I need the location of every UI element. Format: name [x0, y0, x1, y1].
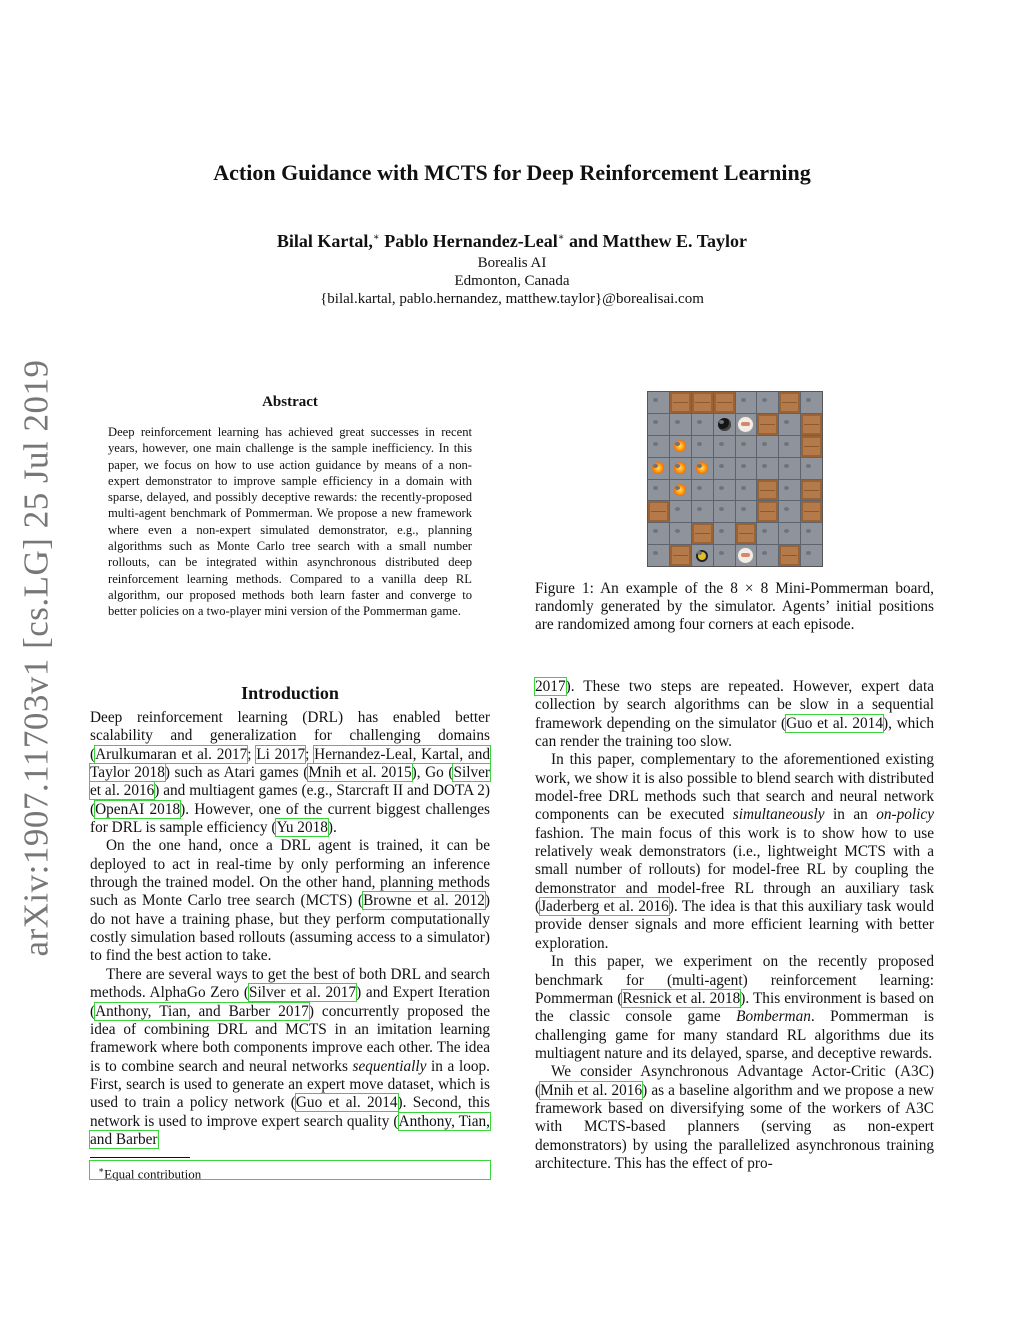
board-cell-wood [670, 392, 691, 413]
affiliation-email: {bilal.kartal, pablo.hernandez, matthew.taylor}@borealisai.com [320, 291, 704, 307]
fire-icon [696, 462, 708, 474]
figure-caption-text: An example of the 8 × 8 Mini-Pommerman board, randomly generated by the simulator. Agents’ initial positions are randomized among four corners at each episode. [535, 580, 934, 634]
bomb-icon [718, 418, 731, 431]
board-cell-stone [779, 480, 800, 501]
body-paragraph: 2017). These two steps are repeated. However, expert data collection by search algorithms can be slow in a sequential framework depending on the simulator (Guo et al. 2014), which can render the training too slow. [535, 678, 934, 751]
ring-icon [696, 550, 708, 562]
board-cell-stone [801, 392, 822, 413]
board-cell-stone [779, 523, 800, 544]
body-paragraph: In this paper, we experiment on the recently proposed benchmark for (multi-agent) reinforcement learning: Pommerman (Resnick et al. 2018). This environment is based on the classic console game Bomberman. Pommerman is challenging game for many standard RL algorithms due its multiagent nature and its delayed, sparse, and deceptive rewards. [535, 953, 934, 1062]
body-paragraph: We consider Asynchronous Advantage Actor-Critic (A3C) (Mnih et al. 2016) as a baseline algorithm and we propose a new framework based on diversifying some of the workers of A3C with MCTS-based planners (serving as non-expert demonstrators) by using the parallelized asynchronous training architecture. This has the effect of pro- [535, 1063, 934, 1172]
board-cell-stone [648, 523, 669, 544]
board-cell-stone [757, 523, 778, 544]
board-cell-stone [757, 545, 778, 566]
citation-link[interactable]: 2017 [535, 678, 566, 695]
board-cell-wood [757, 480, 778, 501]
citation-link[interactable]: OpenAI 2018 [95, 800, 181, 818]
board-cell-stone [670, 414, 691, 435]
board-cell-wood [801, 501, 822, 522]
board-cell-wood [801, 414, 822, 435]
board-cell-stone [670, 501, 691, 522]
board-cell-stone [779, 436, 800, 457]
abstract-heading: Abstract [262, 394, 318, 410]
board-cell-stone [736, 501, 757, 522]
board-cell-wood [648, 501, 669, 522]
agent-icon [737, 416, 754, 433]
board-cell-fire [670, 436, 691, 457]
affiliation-city: Edmonton, Canada [454, 273, 570, 289]
board-cell-agent [736, 545, 757, 566]
board-cell-ring [692, 545, 713, 566]
board-cell-wood [801, 436, 822, 457]
citation-link[interactable]: Silver et al. 2017 [248, 984, 357, 1002]
citation-link[interactable]: Yu 2018 [276, 819, 328, 837]
affiliation-org: Borealis AI [477, 255, 547, 271]
citation-link[interactable]: Resnick et al. 2018 [622, 989, 741, 1007]
footnote[interactable] [90, 1161, 490, 1182]
board-cell-wood [670, 545, 691, 566]
author-3: Matthew E. Taylor [602, 231, 748, 251]
board-cell-fire [648, 458, 669, 479]
board-cell-wood [692, 392, 713, 413]
introduction-heading: Introduction [241, 683, 339, 703]
footnote-text: Equal contribution [104, 1166, 202, 1182]
board-cell-stone [736, 436, 757, 457]
emphasis: on-policy [876, 806, 934, 824]
body-paragraph: In this paper, complementary to the aforementioned existing work, we show it is also possible to blend search with distributed model-free DRL methods such that search and neural network components can be executed simultaneously in an on-policy fashion. The main focus of this work is to show how to use relatively weak demonstrators (i.e., lightweight MCTS with a small number of rollouts) for model-free RL by coupling the demonstrator and model-free RL through an auxiliary task (Jaderberg et al. 2016). The idea is that this auxiliary task would provide denser signals and more efficient learning with better exploration. [535, 751, 934, 952]
author-list [0, 231, 1024, 252]
citation-link[interactable]: Guo et al. 2014 [786, 714, 883, 732]
board-cell-stone [757, 392, 778, 413]
board-cell-wood [779, 392, 800, 413]
figure-label: Figure 1: [535, 580, 594, 597]
board-cell-stone [692, 414, 713, 435]
board-cell-stone [779, 501, 800, 522]
citation-link[interactable]: Hernandez-Leal, Kartal, and Taylor 2018 [90, 745, 491, 782]
board-cell-stone [736, 480, 757, 501]
citation-link[interactable]: Jaderberg et al. 2016 [540, 898, 669, 916]
board-cell-stone [692, 501, 713, 522]
citation-link[interactable]: Li 2017 [256, 745, 306, 763]
citation-link[interactable]: Browne et al. 2012 [363, 892, 485, 910]
board-cell-bomb [714, 414, 735, 435]
citation-link[interactable]: Anthony, Tian, and Barber 2017 [95, 1002, 309, 1020]
board-cell-stone [648, 392, 669, 413]
fire-icon [674, 462, 686, 474]
board-cell-stone [692, 480, 713, 501]
citation-link[interactable]: Silver et al. 2016 [90, 764, 490, 800]
fire-icon [674, 440, 686, 452]
citation-link[interactable]: Arulkumaran et al. 2017 [95, 745, 248, 763]
board-cell-stone [736, 458, 757, 479]
board-cell-stone [648, 545, 669, 566]
equal-contribution-mark: ∗ [557, 232, 565, 243]
board-cell-stone [757, 436, 778, 457]
board-cell-stone [714, 523, 735, 544]
footnote-mark: ∗ [98, 1165, 105, 1175]
abstract-text: Deep reinforcement learning has achieved great successes in recent years, however, one main challenge is the sample inefficiency. In this paper, we focus on how to use action guidance by means of a non-expert demonstrator to improve sample efficiency in a domain with sparse, delayed, and possibly deceptive rewards: the recently-proposed multi-agent benchmark of Pommerman. We propose a new framework where even a non-expert simulated demonstrator, e.g., planning algorithms such as Monte Carlo tree search with a small number rollouts, can be integrated within asynchronous distributed deep reinforcement learning methods. Compared to a vanilla deep RL algorithm, our proposed methods both learn faster and converge to better policies on a two-player mini version of the Pommerman game. [108, 425, 472, 619]
equal-contribution-mark: ∗ [372, 232, 380, 243]
board-cell-stone [801, 458, 822, 479]
board-cell-wood [736, 523, 757, 544]
author-2: Pablo Hernandez-Leal [384, 231, 558, 251]
left-column [90, 709, 490, 1149]
emphasis: Bomberman [736, 1008, 811, 1026]
author-1: Bilal Kartal, [276, 231, 373, 251]
board-cell-stone [714, 545, 735, 566]
right-column [535, 678, 934, 1173]
intro-paragraph: There are several ways to get the best of both DRL and search methods. AlphaGo Zero (Silver et al. 2017) and Expert Iteration (Anthony, Tian, and Barber 2017) concurrently proposed the idea of combining DRL and MCTS in an imitation learning framework where both components improve each other. The idea is to combine search and neural networks sequentially in a loop. First, search is used to generate an expert move dataset, which is used to train a policy network (Guo et al. 2014). Second, this network is used to improve expert search quality (Anthony, Tian, and Barber [90, 965, 490, 1148]
board-cell-stone [648, 414, 669, 435]
footnote-rule [90, 1157, 190, 1158]
board-cell-wood [757, 501, 778, 522]
board-cell-wood [801, 480, 822, 501]
board-cell-stone [779, 414, 800, 435]
figure-caption [535, 580, 934, 635]
board-cell-stone [670, 523, 691, 544]
board-cell-fire [692, 458, 713, 479]
citation-link[interactable]: Mnih et al. 2015 [308, 764, 412, 782]
intro-paragraph: Deep reinforcement learning (DRL) has enabled better scalability and generalization for challenging domains (Arulkumaran et al. 2017; Li 2017; Hernandez-Leal, Kartal, and Taylor 2018) such as Atari games (Mnih et al. 2015), Go (Silver et al. 2016) and multiagent games (e.g., Starcraft II and DOTA 2) (OpenAI 2018). However, one of the current biggest challenges for DRL is sample efficiency (Yu 2018). [90, 709, 491, 837]
board-cell-wood [757, 414, 778, 435]
board-cell-stone [714, 501, 735, 522]
board-cell-agent [736, 414, 757, 435]
author-conjunction: and [569, 231, 599, 251]
paper-title: Action Guidance with MCTS for Deep Reinforcement Learning [213, 160, 811, 185]
emphasis: sequentially [352, 1057, 427, 1075]
fire-icon [652, 462, 664, 474]
fire-icon [674, 484, 686, 496]
board-cell-stone [714, 480, 735, 501]
board-cell-wood [714, 392, 735, 413]
board-cell-stone [648, 436, 669, 457]
citation-link[interactable]: Mnih et al. 2016 [540, 1081, 643, 1099]
board-cell-stone [801, 523, 822, 544]
emphasis: simultaneously [732, 806, 825, 824]
mini-pommerman-board [647, 391, 823, 567]
board-cell-fire [670, 458, 691, 479]
board-cell-stone [692, 436, 713, 457]
board-cell-stone [648, 480, 669, 501]
board-cell-stone [714, 458, 735, 479]
intro-paragraph: On the one hand, once a DRL agent is trained, it can be deployed to act in real-time by only performing an inference through the trained model. On the other hand, planning methods such as Monte Carlo tree search (MCTS) (Browne et al. 2012) do not have a training phase, but they perform computationally costly simulation based rollouts (assuming access to a simulator) to find the best action to take. [90, 837, 490, 965]
board-cell-stone [801, 545, 822, 566]
citation-link[interactable]: Anthony, Tian, and Barber [90, 1112, 490, 1148]
board-cell-stone [714, 436, 735, 457]
citation-link[interactable]: Guo et al. 2014 [295, 1094, 398, 1112]
arxiv-stamp: arXiv:1907.11703v1 [cs.LG] 25 Jul 2019 [17, 359, 56, 957]
board-cell-wood [779, 545, 800, 566]
board-cell-stone [779, 458, 800, 479]
board-cell-fire [670, 480, 691, 501]
board-cell-stone [736, 392, 757, 413]
agent-icon [737, 547, 754, 564]
board-cell-stone [757, 458, 778, 479]
board-cell-wood [692, 523, 713, 544]
